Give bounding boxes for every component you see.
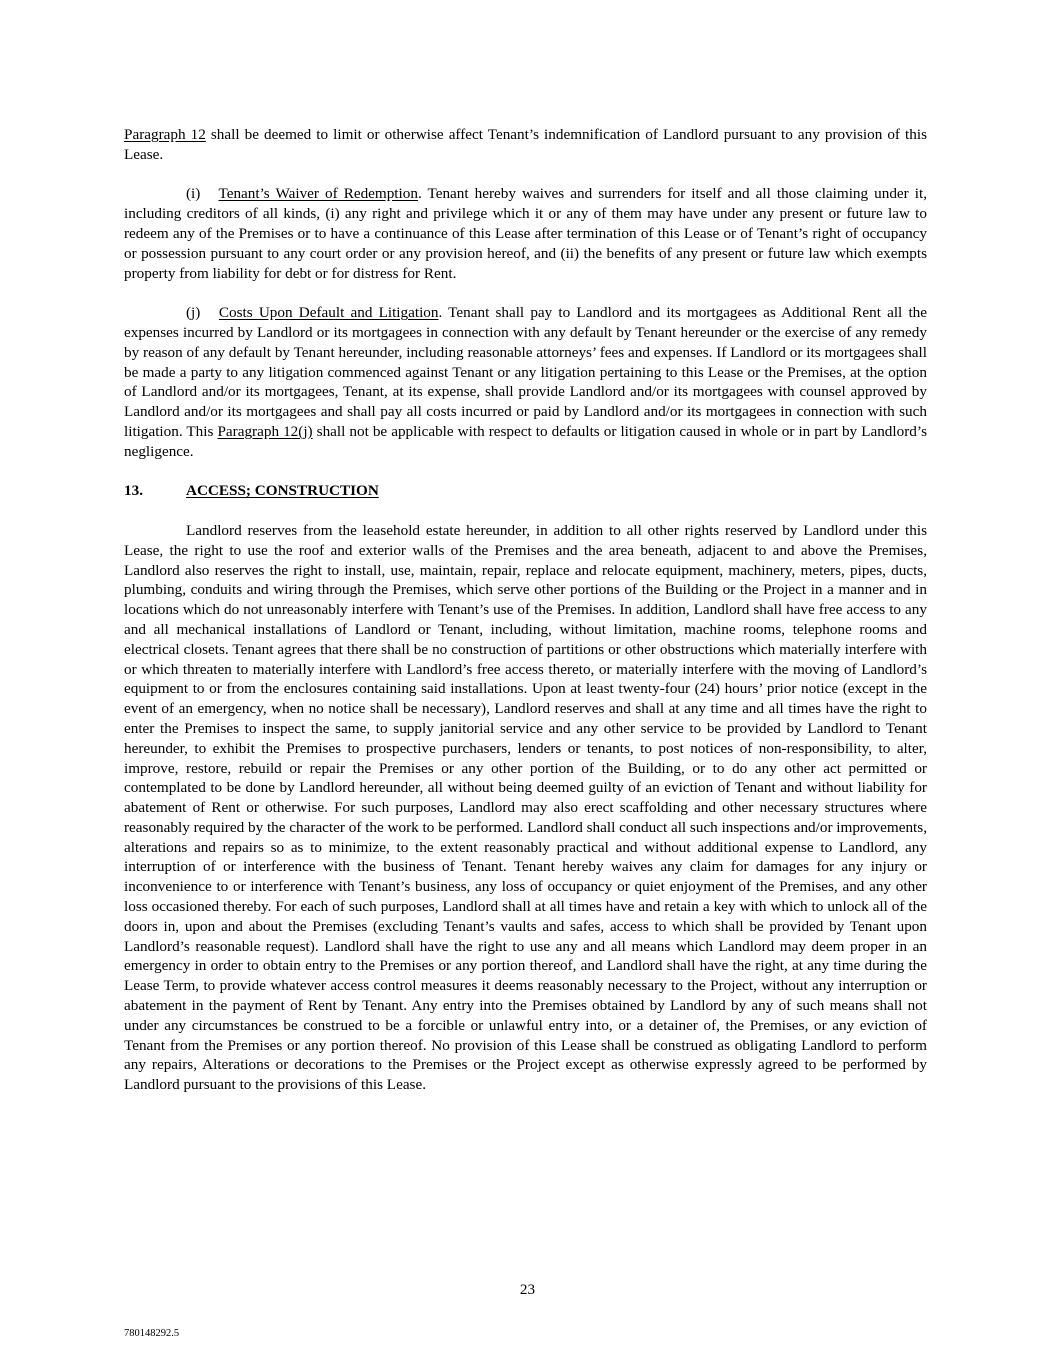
document-page — [124, 125, 927, 1115]
paragraph-i-label: (i) — [186, 185, 201, 203]
paragraph-12-reference: Paragraph 12 — [124, 126, 206, 143]
paragraph-j-text: . Tenant shall pay to Landlord and its mortgagees as Additional Rent all the expenses incurred by Landlord or its mortgagees in connection with any default by Tenant hereunder or the exercise of any remedy by reason of any default by Tenant hereunder, including reasonable attorneys’ fees and expenses. If Landlord or its mortgagees shall be made a party to any litigation commenced against Tenant or any litigation pertaining to this Lease or the Premises, at the option of Landlord and/or its mortgagees, Tenant, at its expense, shall provide Landlord and/or its mortgagees with counsel approved by Landlord and/or its mortgagees and shall pay all costs incurred or paid by Landlord and/or its mortgagees in connection with such litigation. This — [124, 304, 927, 440]
document-id: 780148292.5 — [124, 1328, 180, 1339]
paragraph-j — [124, 303, 927, 461]
paragraph-i-text: . Tenant hereby waives and surrenders for itself and all those claiming under it, including creditors of all kinds, (i) any right and privilege which it or any of them may have under any present or future law to redeem any of the Premises or to have a continuance of this Lease after termination of this Lease or of Tenant’s right of occupancy or possession pursuant to any court order or any provision hereof, and (ii) the benefits of any present or future law which exempts property from liability for debt or for distress for Rent. — [124, 185, 928, 282]
page-number: 23 — [519, 1281, 536, 1298]
section-13-heading — [124, 481, 927, 501]
paragraph-j-label: (j) — [186, 304, 201, 322]
section-13-number: 13. — [124, 482, 143, 500]
paragraph-i — [124, 184, 927, 283]
section-13-body: Landlord reserves from the leasehold estate hereunder, in addition to all other rights reserved by Landlord under this Lease, the right to use the roof and exterior walls of the Premises and the area beneath, adjacent to and above the Premises, Landlord also reserves the right to install, use, maintain, repair, replace and relocate equipment, machinery, meters, pipes, ducts, plumbing, conduits and wiring through the Premises, which serve other portions of the Building or the Project in a manner and in locations which do not unreasonably interfere with Tenant’s use of the Premises. In addition, Landlord shall have free access to any and all mechanical installations of Landlord or Tenant, including, without limitation, machine rooms, telephone rooms and electrical closets. Tenant agrees that there shall be no construction of partitions or other obstructions which materially interfere with or which threaten to materially interfere with Landlord’s free access thereto, or materially interfere with the moving of Landlord’s equipment to or from the enclosures containing said installations. Upon at least twenty-four (24) hours’ prior notice (except in the event of an emergency, when no notice shall be necessary), Landlord reserves and shall at any time and all times have the right to enter the Premises to inspect the same, to supply janitorial service and any other service to be provided by Landlord to Tenant hereunder, to exhibit the Premises to prospective purchasers, lenders or tenants, to post notices of non-responsibility, to alter, improve, restore, rebuild or repair the Premises or any other portion of the Building, or to do any other act permitted or contemplated to be done by Landlord hereunder, all without being deemed guilty of an eviction of Tenant and without liability for abatement of Rent or otherwise. For such purposes, Landlord may also erect scaffolding and other necessary structures where reasonably required by the character of the work to be performed. Landlord shall conduct all such inspections and/or improvements, alterations and repairs so as to minimize, to the extent reasonably practical and without additional expense to Landlord, any interruption of or interference with the business of Tenant. Tenant hereby waives any claim for damages for any injury or inconvenience to or interference with Tenant’s business, any loss of occupancy or quiet enjoyment of the Premises, and any other loss occasioned thereby. For each of such purposes, Landlord shall at all times have and retain a key with which to unlock all of the doors in, upon and about the Premises (excluding Tenant’s vaults and safes, access to which shall be provided by Tenant upon Landlord’s reasonable request). Landlord shall have the right to use any and all means which Landlord may deem proper in an emergency in order to obtain entry to the Premises or any portion thereof, and Landlord shall have the right, at any time during the Lease Term, to provide whatever access control measures it deems reasonably necessary to the Project, without any interruption or abatement in the payment of Rent by Tenant. Any entry into the Premises obtained by Landlord by any of such means shall not under any circumstances be construed to be a forcible or unlawful entry into, or a detainer of, the Premises, or any eviction of Tenant from the Premises or any portion thereof. No provision of this Lease shall be construed as obligating Landlord to perform any repairs, Alterations or decorations to the Premises or the Project except as otherwise expressly agreed to be performed by Landlord pursuant to the provisions of this Lease. — [124, 521, 927, 1094]
paragraph-intro-text: shall be deemed to limit or otherwise affect Tenant’s indemnification of Landlord pursuant to any provision of this Lease. — [124, 126, 927, 163]
paragraph-j-text-end: shall not be applicable with respect to defaults or litigation caused in whole or in part by Landlord’s negligence. — [124, 422, 927, 460]
paragraph-j-title: Costs Upon Default and Litigation — [218, 304, 439, 322]
paragraph-12j-reference: Paragraph 12(j) — [217, 422, 313, 440]
section-13-title: ACCESS; CONSTRUCTION — [186, 482, 379, 500]
paragraph-intro — [124, 125, 927, 165]
paragraph-i-title: Tenant’s Waiver of Redemption — [218, 185, 418, 203]
